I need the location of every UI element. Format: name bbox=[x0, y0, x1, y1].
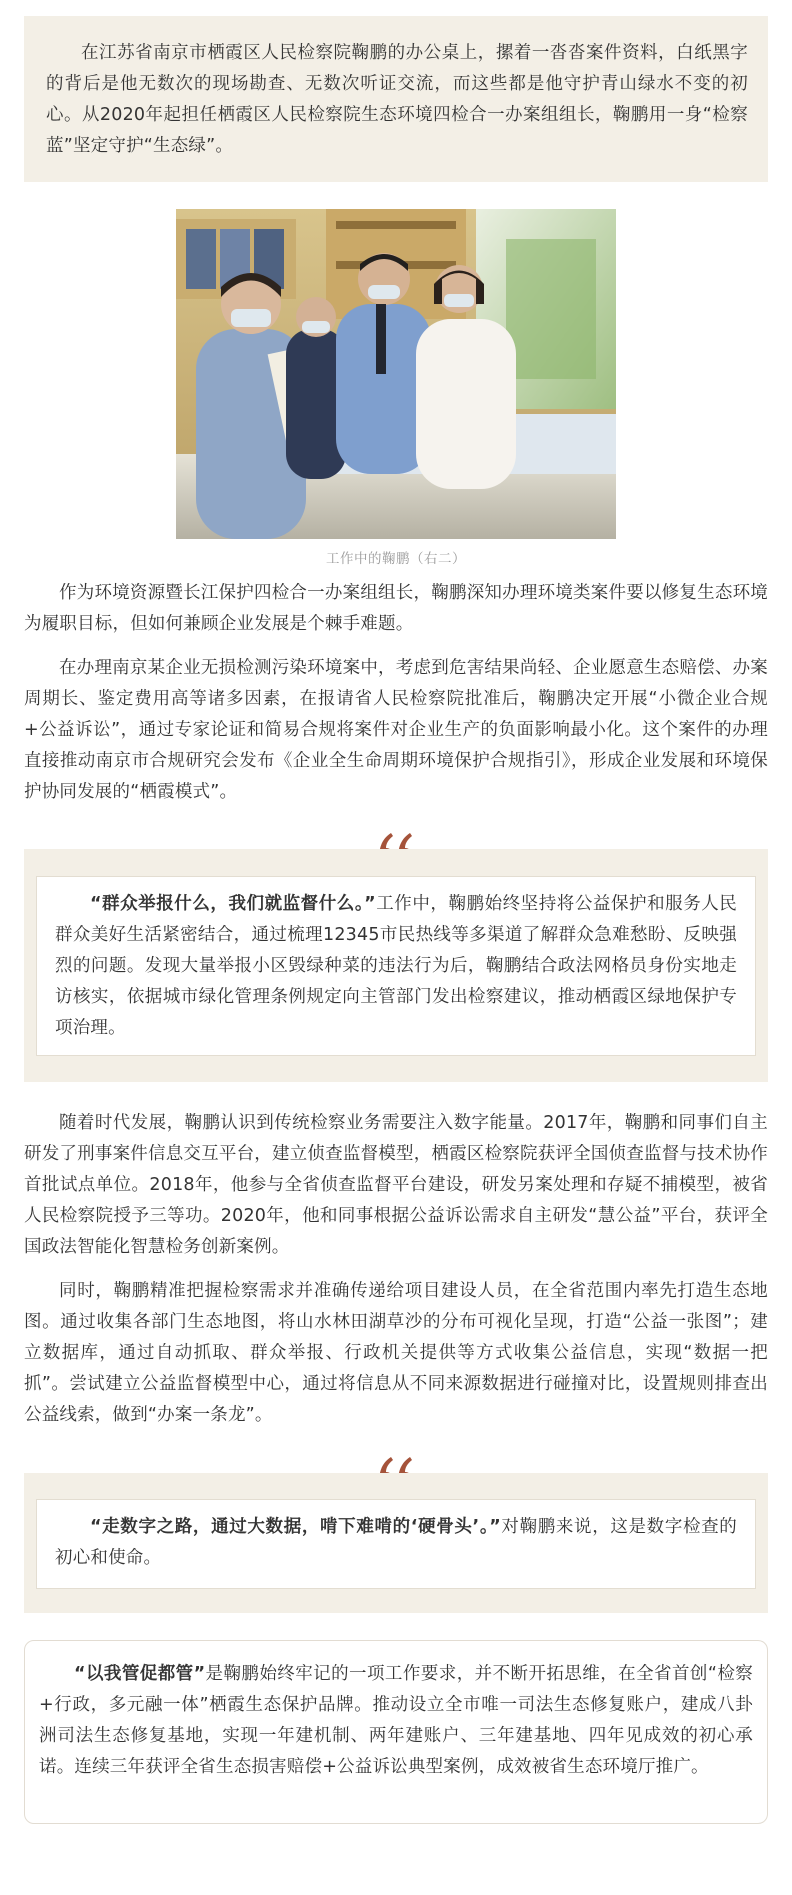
intro-box bbox=[24, 16, 768, 182]
quote-section bbox=[24, 1473, 768, 1613]
quote-card bbox=[36, 876, 756, 1056]
paragraph: 同时，鞠鹏精准把握检察需求并准确传递给项目建设人员，在全省范围内率先打造生态地图。通过收集各部门生态地图，将山水林田湖草沙的分布可视化呈现，打造“公益一张图”；建立数据库，通过自动抓取、群众举报、行政机关提供等方式收集公益信息，实现“数据一把抓”。尝试建立公益监督模型中心，通过将信息从不同来源数据进行碰撞对比，设置规则排查出公益线索，做到“办案一条龙”。 bbox=[24, 1281, 768, 1425]
quote-card bbox=[36, 1499, 756, 1589]
closing-box bbox=[24, 1640, 768, 1824]
quote-paragraph bbox=[55, 889, 737, 1044]
quote-text: 对鞠鹏来说，这是数字检查的初心和使命。 bbox=[55, 1517, 737, 1568]
article-photo bbox=[176, 209, 616, 539]
closing-lead: “以我管促都管” bbox=[74, 1664, 206, 1684]
paragraph: 在办理南京某企业无损检测污染环境案中，考虑到危害结果尚轻、企业愿意生态赔偿、办案周期长、鉴定费用高等诸多因素，在报请省人民检察院批准后，鞠鹏决定开展“小微企业合规+公益诉讼”，通过专家论证和简易合规将案件对企业生产的负面影响最小化。这个案件的办理直接推动南京市合规研究会发布《企业全生命周期环境保护合规指引》，形成企业发展和环境保护协同发展的“栖霞模式”。 bbox=[24, 658, 768, 802]
quote-lead: “群众举报什么，我们就监督什么。” bbox=[90, 894, 376, 914]
section-digital bbox=[24, 1108, 768, 1431]
paragraph: 随着时代发展，鞠鹏认识到传统检察业务需要注入数字能量。2017年，鞠鹏和同事们自主研发了刑事案件信息交互平台，建立侦查监督模型，栖霞区检察院获评全国侦查监督与技术协作首批试点单位。2018年，他参与全省侦查监督平台建设，研发另案处理和存疑不捕模型，被省人民检察院授予三等功。2020年，他和同事根据公益诉讼需求自主研发“慧公益”平台，获评全国政法智能化智慧检务创新案例。 bbox=[24, 1113, 768, 1257]
photo-caption: 工作中的鞠鹏（右二） bbox=[326, 551, 466, 567]
section-environment bbox=[24, 578, 768, 808]
paragraph: 作为环境资源暨长江保护四检合一办案组组长，鞠鹏深知办理环境类案件要以修复生态环境为履职目标，但如何兼顾企业发展是个棘手难题。 bbox=[24, 583, 768, 634]
closing-text: 是鞠鹏始终牢记的一项工作要求，并不断开拓思维，在全省首创“检察+行政，多元融一体”栖霞生态保护品牌。推动设立全市唯一司法生态修复账户，建成八卦洲司法生态修复基地，实现一年建机制、两年建账户、三年建基地、四年见成效的初心承诺。连续三年获评全省生态损害赔偿+公益诉讼典型案例，成效被省生态环境厅推广。 bbox=[39, 1664, 754, 1777]
quote-lead: “走数字之路，通过大数据，啃下难啃的‘硬骨头’。” bbox=[90, 1517, 501, 1537]
photo-illustration bbox=[176, 209, 616, 539]
intro-paragraph: 在江苏省南京市栖霞区人民检察院鞠鹏的办公桌上，摞着一沓沓案件资料，白纸黑字的背后是他无数次的现场勘查、无数次听证交流，而这些都是他守护青山绿水不变的初心。从2020年起担任栖霞区人民检察院生态环境四检合一办案组组长，鞠鹏用一身“检察蓝”坚定守护“生态绿”。 bbox=[46, 43, 748, 156]
quote-section bbox=[24, 849, 768, 1082]
quote-text: 工作中，鞠鹏始终坚持将公益保护和服务人民群众美好生活紧密结合，通过梳理12345市民热线等多渠道了解群众急难愁盼、反映强烈的问题。发现大量举报小区毁绿种菜的违法行为后，鞠鹏结合政法网格员身份实地走访核实，依据城市绿化管理条例规定向主管部门发出检察建议，推动栖霞区绿地保护专项治理。 bbox=[55, 894, 738, 1038]
closing-paragraph bbox=[39, 1659, 753, 1783]
quote-paragraph bbox=[55, 1512, 737, 1574]
